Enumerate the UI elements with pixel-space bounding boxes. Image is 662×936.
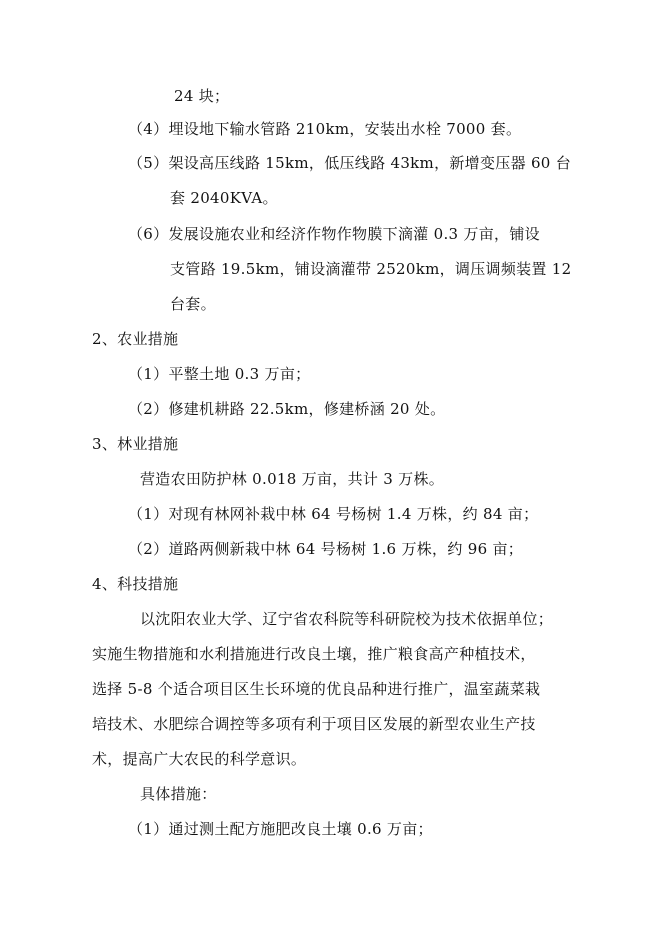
paragraph-line: 培技术、水肥综合调控等多项有利于项目区发展的新型农业生产技 <box>92 715 536 733</box>
list-item: （1）平整土地 0.3 万亩； <box>128 365 311 383</box>
text-line: 24 块； <box>174 87 230 105</box>
text-line: 套 2040KVA。 <box>170 189 278 207</box>
text-line: 支管路 19.5km，铺设滴灌带 2520km，调压调频装置 12 <box>170 260 572 278</box>
section-heading: 3、林业措施 <box>92 435 179 453</box>
list-item: （2）修建机耕路 22.5km，修建桥涵 20 处。 <box>128 400 446 418</box>
section-heading: 4、科技措施 <box>92 575 179 593</box>
paragraph-line: 术，提高广大农民的科学意识。 <box>92 750 307 768</box>
list-item: （5）架设高压线路 15km，低压线路 43km，新增变压器 60 台 <box>128 154 572 172</box>
paragraph-line: 实施生物措施和水利措施进行改良土壤，推广粮食高产种植技术， <box>92 645 536 663</box>
text-line: 台套。 <box>170 295 216 313</box>
list-item: （1）通过测土配方施肥改良土壤 0.6 万亩； <box>128 820 433 838</box>
paragraph-line: 以沈阳农业大学、辽宁省农科院等科研院校为技术依据单位； <box>140 610 554 628</box>
section-heading: 2、农业措施 <box>92 330 179 348</box>
list-item: （4）埋设地下输水管路 210km，安装出水栓 7000 套。 <box>128 120 522 138</box>
list-item: （2）道路两侧新栽中林 64 号杨树 1.6 万株，约 96 亩； <box>128 540 524 558</box>
list-item: （1）对现有林网补栽中林 64 号杨树 1.4 万株，约 84 亩； <box>128 505 539 523</box>
paragraph-line: 选择 5-8 个适合项目区生长环境的优良品种进行推广，温室蔬菜栽 <box>92 680 541 698</box>
text-line: 营造农田防护林 0.018 万亩，共计 3 万株。 <box>140 470 445 488</box>
text-line: 具体措施： <box>140 785 217 803</box>
list-item: （6）发展设施农业和经济作物作物膜下滴灌 0.3 万亩，铺设 <box>128 225 540 243</box>
